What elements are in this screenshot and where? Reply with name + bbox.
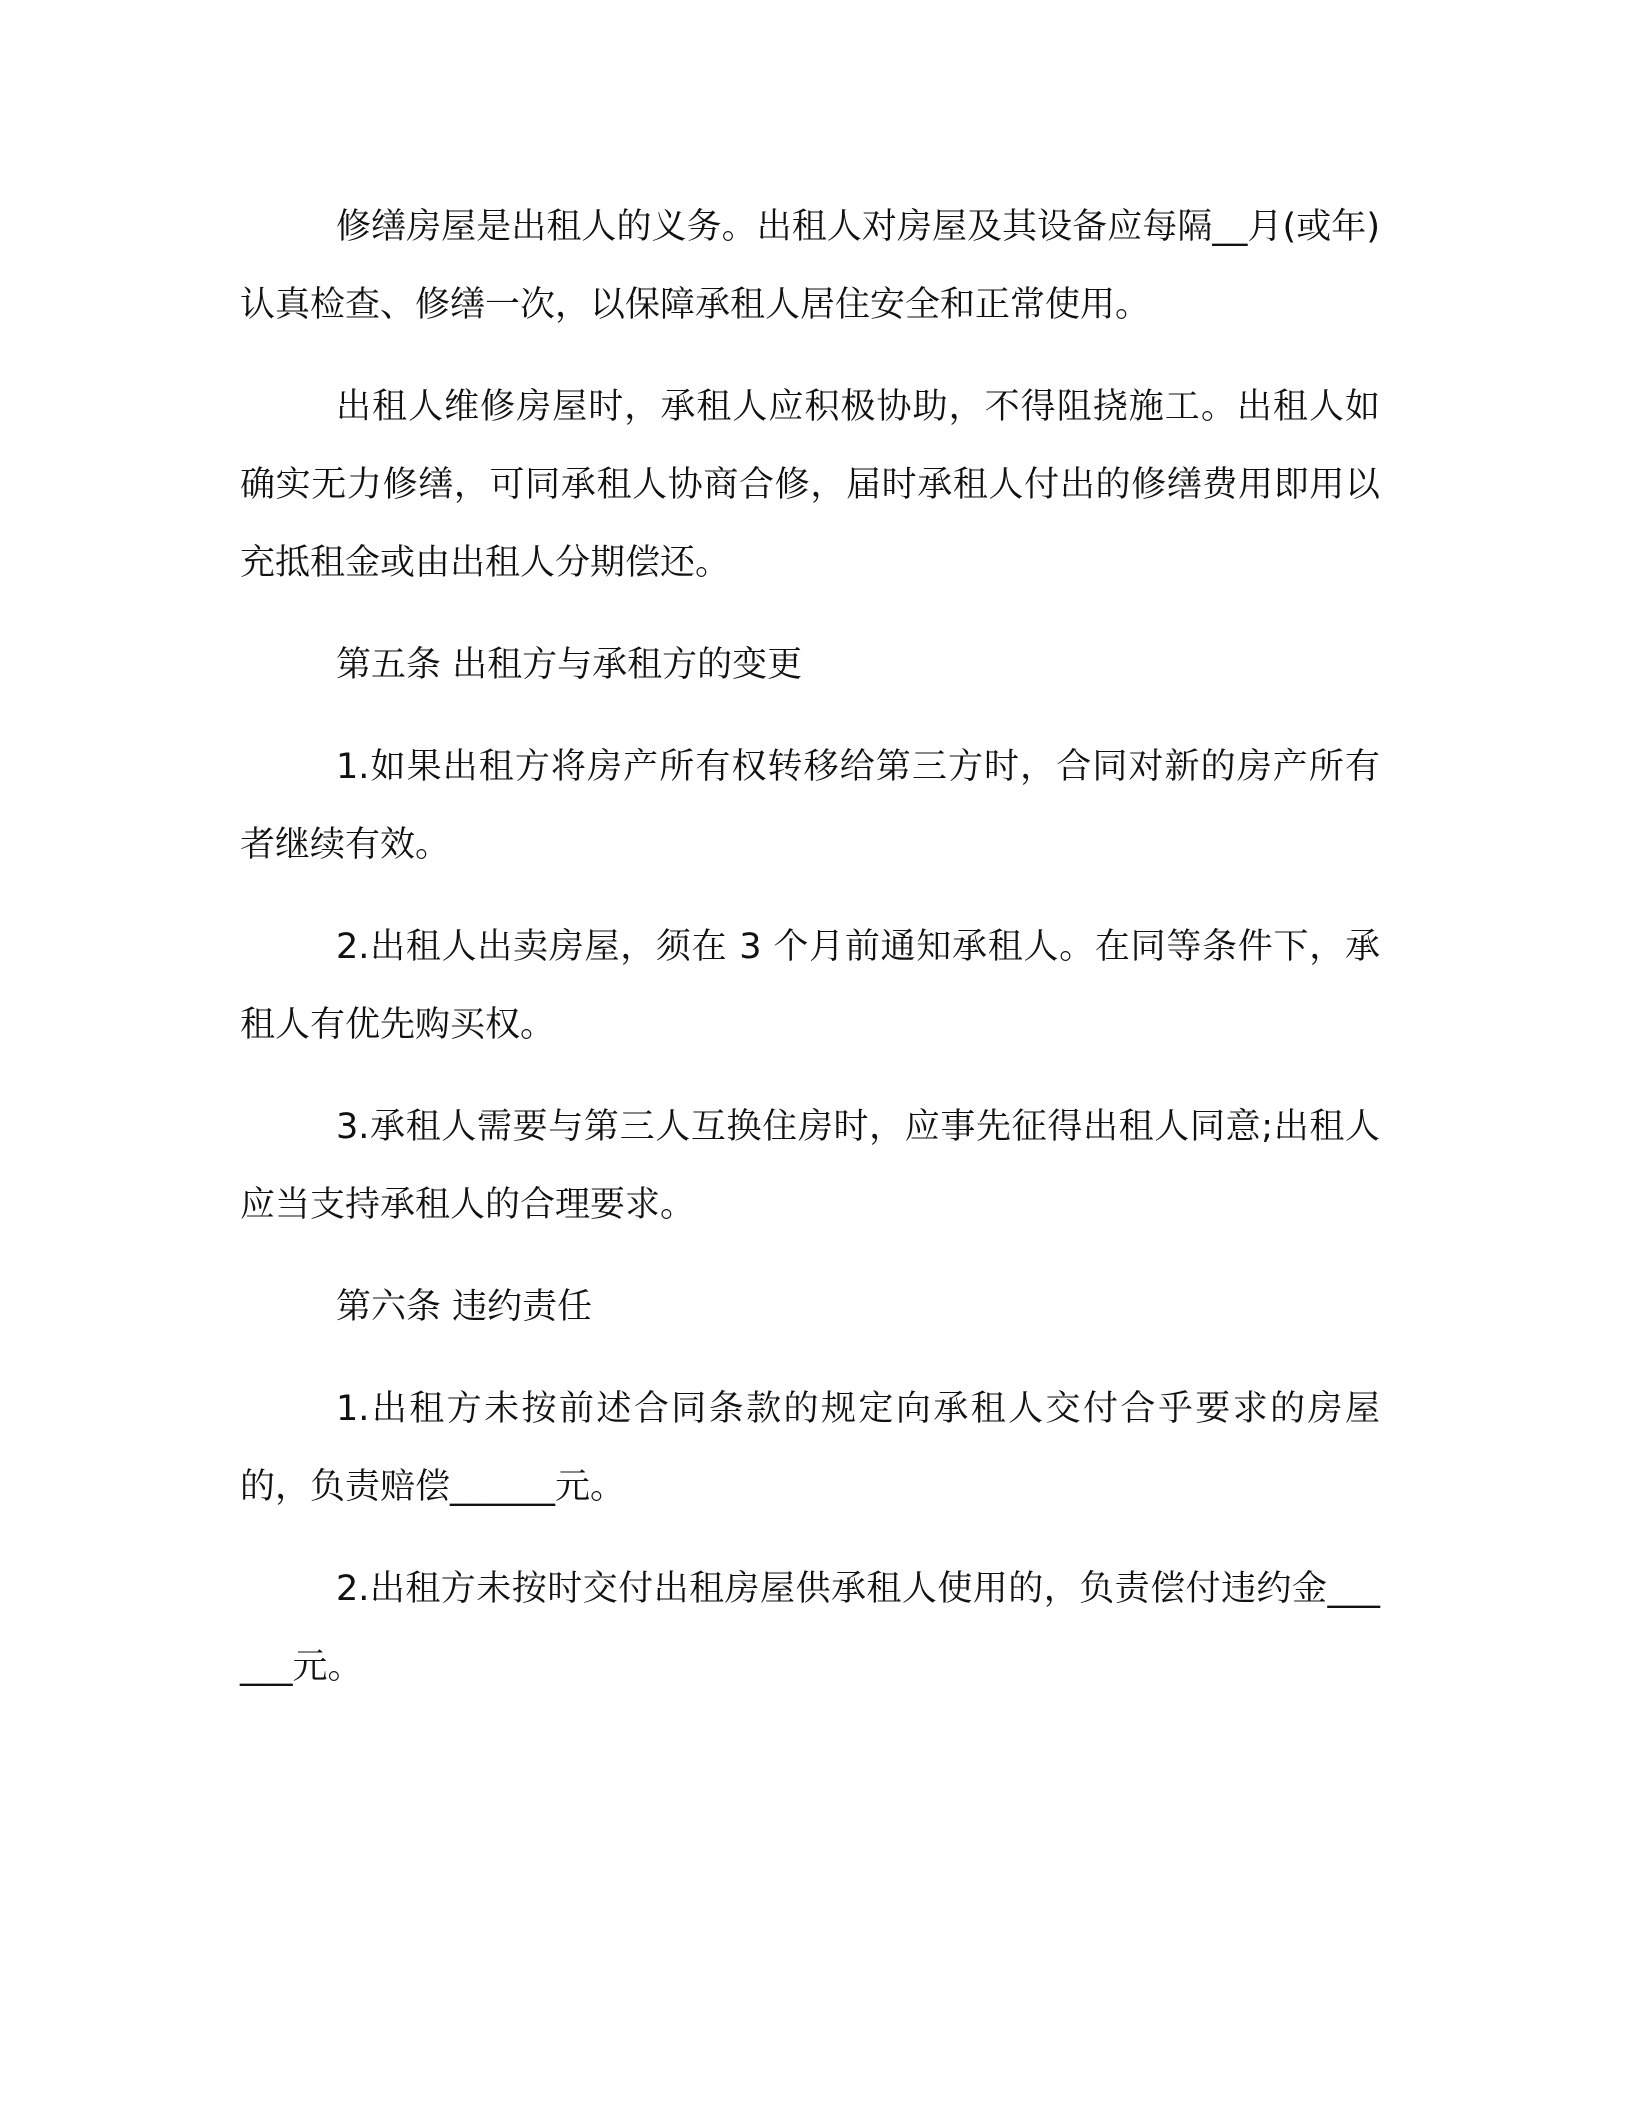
article-5-clause-2: 2.出租人出卖房屋，须在 3 个月前通知承租人。在同等条件下，承租人有优先购买权。	[240, 927, 1380, 1045]
article-6-clause-2: 2.出租方未按时交付出租房屋供承租人使用的，负责偿付违约金______元。	[240, 1569, 1380, 1687]
document-body	[240, 188, 1380, 1730]
article-6-heading: 第六条 违约责任	[336, 1287, 593, 1327]
paragraph-repair-cooperation: 出租人维修房屋时，承租人应积极协助，不得阻挠施工。出租人如确实无力修缮，可同承租人协商合修，届时承租人付出的修缮费用即用以充抵租金或由出租人分期偿还。	[240, 387, 1380, 583]
article-6-clause-1: 1.出租方未按前述合同条款的规定向承租人交付合乎要求的房屋的，负责赔偿______元。	[240, 1389, 1380, 1507]
article-5-heading: 第五条 出租方与承租方的变更	[336, 645, 803, 685]
article-5-clause-1: 1.如果出租方将房产所有权转移给第三方时，合同对新的房产所有者继续有效。	[240, 747, 1380, 865]
article-5-clause-3: 3.承租人需要与第三人互换住房时，应事先征得出租人同意;出租人应当支持承租人的合理要求。	[240, 1107, 1380, 1225]
paragraph-repair-obligation: 修缮房屋是出租人的义务。出租人对房屋及其设备应每隔__月(或年)认真检查、修缮一次，以保障承租人居住安全和正常使用。	[240, 207, 1380, 325]
